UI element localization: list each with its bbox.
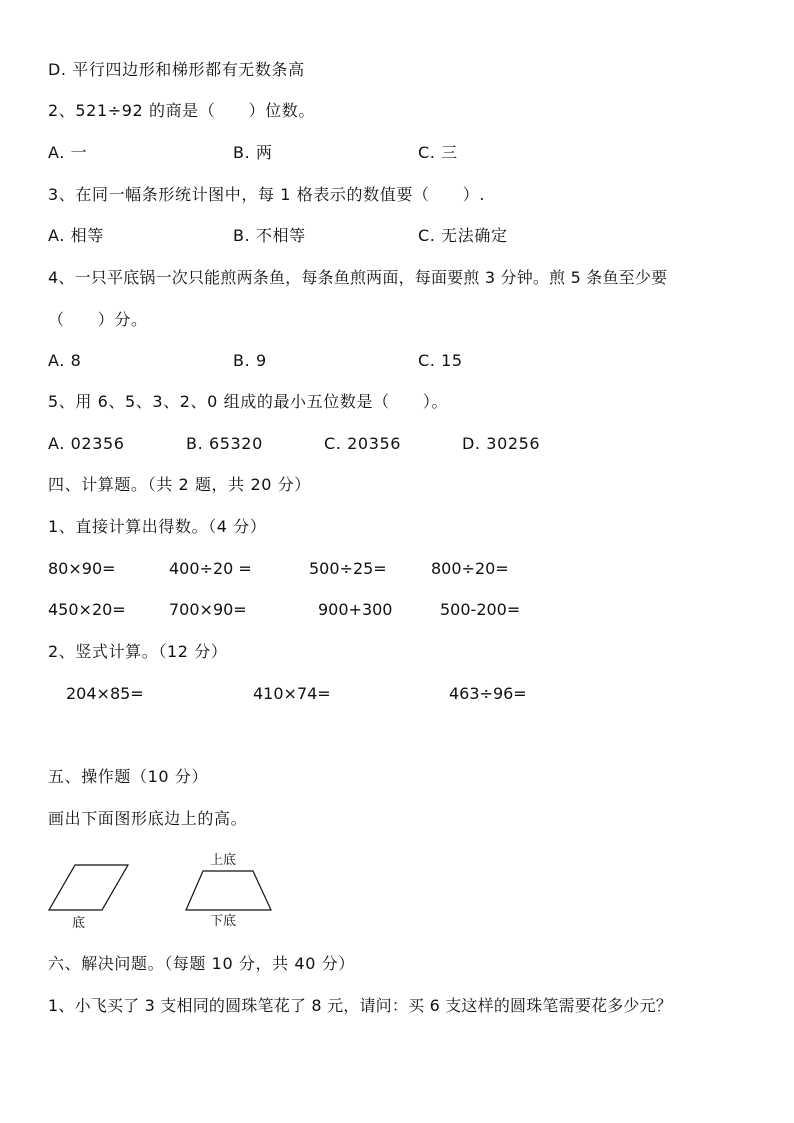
question-2-stem: 2、521÷92 的商是（ ）位数。 bbox=[48, 101, 315, 120]
section-5-title: 五、操作题（10 分） bbox=[48, 767, 209, 786]
calc-row1-item2: 400÷20 = bbox=[169, 559, 252, 578]
q2-option-c: C. 三 bbox=[418, 143, 458, 162]
q5-option-b: B. 65320 bbox=[186, 434, 263, 453]
calc-row2-item1: 450×20= bbox=[48, 600, 126, 619]
q2-option-a: A. 一 bbox=[48, 143, 88, 162]
q5-option-a: A. 02356 bbox=[48, 434, 125, 453]
trapezoid-bottom-label: 下底 bbox=[210, 914, 237, 929]
parallelogram-base-label: 底 bbox=[72, 916, 86, 931]
calc-row2-item4: 500-200= bbox=[440, 600, 521, 619]
q3-option-a: A. 相等 bbox=[48, 226, 104, 245]
trapezoid-shape bbox=[186, 871, 271, 910]
section-4-q2-title: 2、竖式计算。（12 分） bbox=[48, 642, 228, 661]
calc-row3-item1: 204×85= bbox=[66, 684, 144, 703]
section-6-title: 六、解决问题。（每题 10 分，共 40 分） bbox=[48, 954, 355, 973]
parallelogram-shape bbox=[49, 865, 128, 910]
calc-row2-item3: 900+300 bbox=[318, 600, 393, 619]
question-4-stem-cont: （ ）分。 bbox=[48, 310, 148, 329]
section-6-q1: 1、小飞买了 3 支相同的圆珠笔花了 8 元，请问：买 6 支这样的圆珠笔需要花多少元？ bbox=[48, 996, 673, 1015]
calc-row1-item1: 80×90= bbox=[48, 559, 116, 578]
option-d-line: D. 平行四边形和梯形都有无数条高 bbox=[48, 60, 305, 79]
question-4-stem: 4、一只平底锅一次只能煎两条鱼，每条鱼煎两面，每面要煎 3 分钟。煎 5 条鱼至少要 bbox=[48, 268, 668, 287]
calc-row3-item3: 463÷96= bbox=[449, 684, 527, 703]
question-5-stem: 5、用 6、5、3、2、0 组成的最小五位数是（ ）。 bbox=[48, 392, 449, 411]
calc-row3-item2: 410×74= bbox=[253, 684, 331, 703]
figures bbox=[0, 845, 794, 945]
q4-option-c: C. 15 bbox=[418, 351, 463, 370]
question-3-stem: 3、在同一幅条形统计图中，每 1 格表示的数值要（ ）. bbox=[48, 185, 486, 204]
calc-row1-item3: 500÷25= bbox=[309, 559, 387, 578]
section-5-instruction: 画出下面图形底边上的高。 bbox=[48, 809, 248, 828]
q3-option-b: B. 不相等 bbox=[233, 226, 306, 245]
q3-option-c: C. 无法确定 bbox=[418, 226, 508, 245]
q5-option-c: C. 20356 bbox=[324, 434, 402, 453]
calc-row2-item2: 700×90= bbox=[169, 600, 247, 619]
q4-option-b: B. 9 bbox=[233, 351, 267, 370]
q4-option-a: A. 8 bbox=[48, 351, 82, 370]
q2-option-b: B. 两 bbox=[233, 143, 273, 162]
q5-option-d: D. 30256 bbox=[462, 434, 541, 453]
section-4-q1-title: 1、直接计算出得数。（4 分） bbox=[48, 517, 267, 536]
section-4-title: 四、计算题。（共 2 题，共 20 分） bbox=[48, 475, 311, 494]
calc-row1-item4: 800÷20= bbox=[431, 559, 509, 578]
trapezoid-top-label: 上底 bbox=[210, 853, 237, 868]
